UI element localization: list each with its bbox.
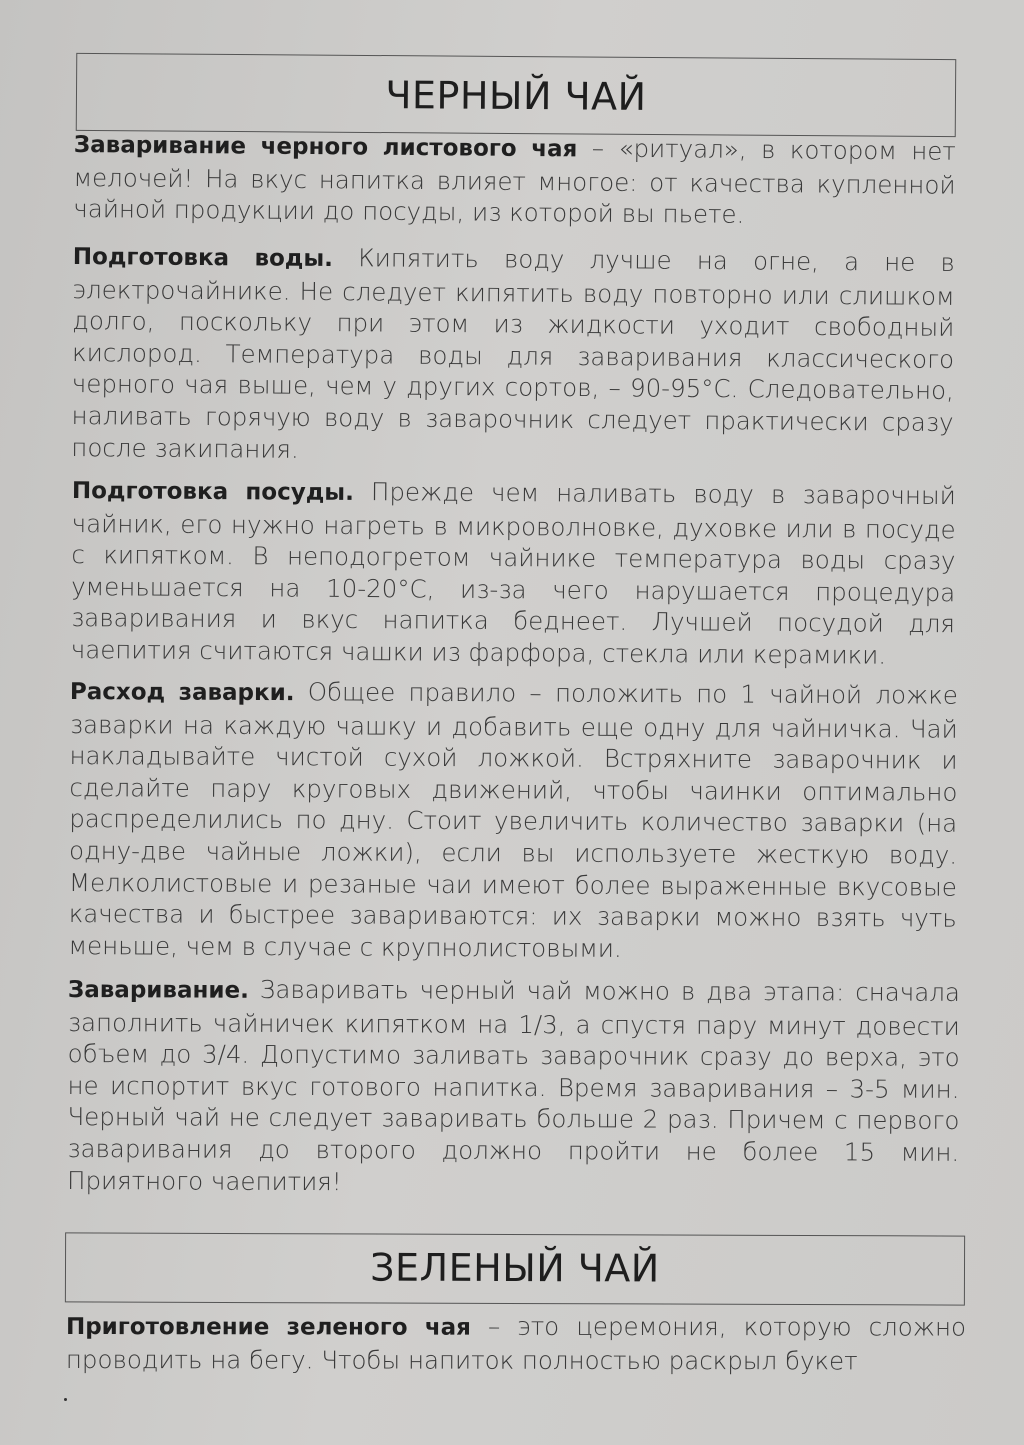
paragraph-green-tea-intro	[66, 1310, 966, 1377]
paragraph-lead: Заваривание черного листового чая	[73, 131, 578, 163]
print-speck	[64, 1398, 67, 1401]
paragraph-lead: Подготовка посуды.	[71, 477, 354, 506]
section-title-green-tea: ЗЕЛЕНЫЙ ЧАЙ	[65, 1232, 965, 1305]
paragraph-text: Заваривать черный чай можно в два этапа: сначала заполнить чайничек кипятком на 1/3, а спустя пару минут довести объем до 3/4. Допустимо заливать заварочник сразу до верха, это не испортит вкус готового напитка. Время заваривания – 3-5 мин. Черный чай не следует заваривать больше 2 раз. Причем с первого заваривания до второго должно пройти не более 15 мин. Приятного чаепития!	[67, 974, 960, 1196]
paragraph-dishes-preparation	[71, 474, 956, 672]
paragraph-text: Кипятить воду лучше на огне, а не в электрочайнике. Не следует кипятить воду повторно или слишком долго, поскольку при этом из жидкости уходит свободный кислород. Температура воды для заваривания классического черного чая выше, чем у других сортов, – 90-95°С. Следовательно, наливать горячую воду в заварочник следует практически сразу после закипания.	[71, 243, 955, 464]
paragraph-lead: Приготовление зеленого чая	[65, 1314, 471, 1341]
paragraph-text: Общее правило – положить по 1 чайной ложке заварки на каждую чашку и добавить еще одну для чайничка. Чай накладывайте чистой сухой ложкой. Встряхните заварочник и сделайте пару круговых движений, чтобы чаинки оптимально распределились по дну. Стоит увеличить количество заварки (на одну-две чайные ложки), если вы используете жесткую воду. Мелколистовые и резаные чаи имеют более выраженные вкусовые качества и быстрее завариваются: их заварки можно взять чуть меньше, чем в случае с крупнолистовыми.	[68, 677, 958, 963]
paragraph-tea-amount	[69, 675, 958, 966]
paragraph-text: – «ритуал», в котором нет мелочей! На вкус напитка влияет многое: от качества купленной чайной продукции до посуды, из которой вы пьете.	[73, 133, 956, 230]
paragraph-lead: Заваривание.	[67, 976, 249, 1004]
paragraph-brewing	[67, 973, 960, 1200]
paragraph-water-preparation	[71, 240, 955, 470]
paragraph-black-tea-intro	[73, 128, 956, 232]
section-title-black-tea: ЧЕРНЫЙ ЧАЙ	[76, 53, 957, 137]
paragraph-text: – это церемония, которую сложно проводить на бегу. Чтобы напиток полностью раскрыл букет	[65, 1311, 966, 1375]
paragraph-text: Прежде чем наливать воду в заварочный чайник, его нужно нагреть в микроволновке, духовке или в посуде с кипятком. В неподогретом чайнике температура воды сразу уменьшается на 10-20°С, из-за чего нарушается процедура заваривания и вкус напитка беднеет. Лучшей посудой для чаепития считаются чашки из фарфора, стекла или керамики.	[70, 476, 956, 670]
paragraph-lead: Подготовка воды.	[72, 243, 334, 273]
paragraph-lead: Расход заварки.	[69, 678, 295, 707]
